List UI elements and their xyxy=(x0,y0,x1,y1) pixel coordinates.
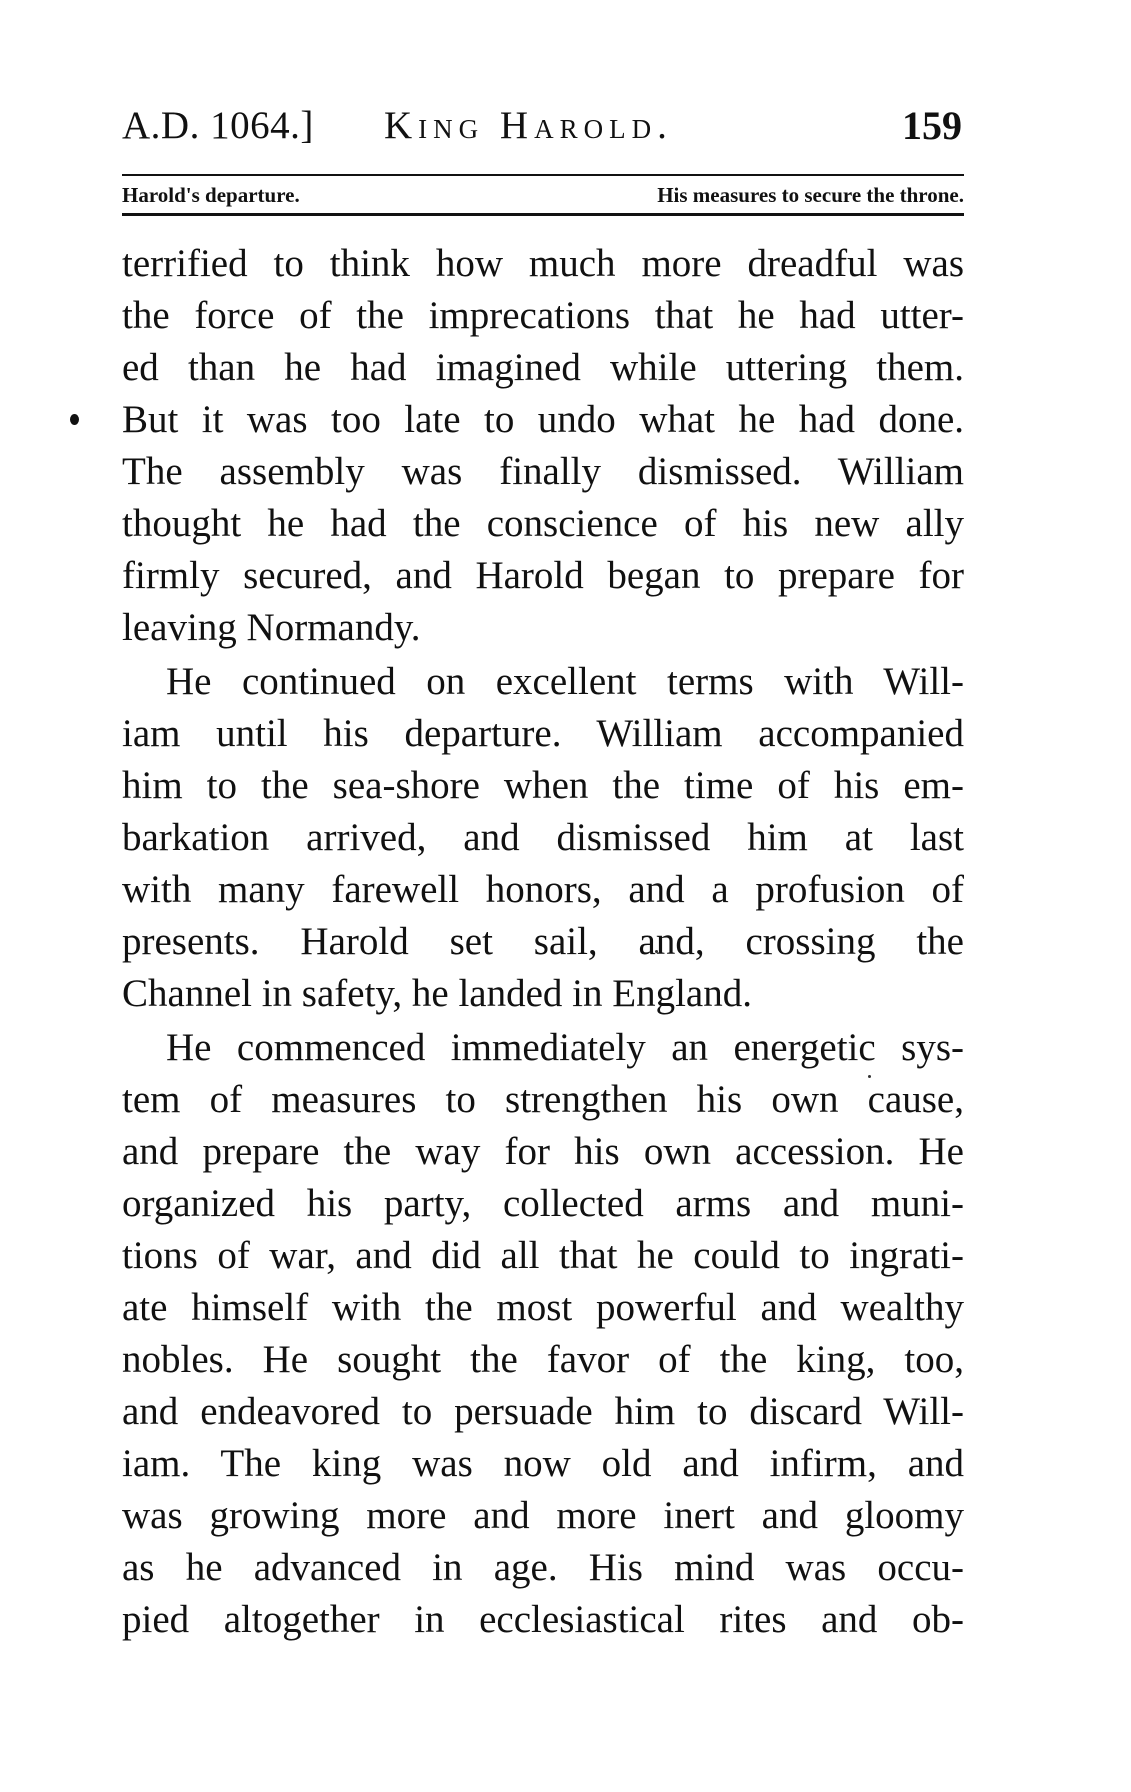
running-head-date: A.D. 1064.] xyxy=(122,104,314,147)
text-line: terrified to think how much more dreadful was xyxy=(122,242,964,285)
subheading-right: His measures to secure the throne. xyxy=(657,183,964,207)
body-text xyxy=(122,238,964,1646)
text-line: iam until his departure. William accompanied xyxy=(122,712,964,755)
text-line: was growing more and more inert and gloomy xyxy=(122,1494,964,1537)
text-line: presents. Harold set sail, and, crossing the xyxy=(122,920,964,963)
text-line: Channel in safety, he landed in England. xyxy=(122,972,752,1015)
text-line: as he advanced in age. His mind was occu- xyxy=(122,1546,964,1589)
text-line: organized his party, collected arms and muni- xyxy=(122,1182,964,1225)
page-number: 159 xyxy=(902,103,962,148)
text-line: the force of the imprecations that he had utter- xyxy=(122,294,964,337)
header-rule-top xyxy=(122,174,964,176)
text-line: barkation arrived, and dismissed him at last xyxy=(122,816,964,859)
margin-bullet-mark xyxy=(70,414,79,425)
text-line: tem of measures to strengthen his own cause, xyxy=(122,1078,964,1121)
text-line: iam. The king was now old and infirm, and xyxy=(122,1442,964,1485)
text-line: But it was too late to undo what he had done. xyxy=(122,398,964,441)
subheading-left: Harold's departure. xyxy=(122,183,300,207)
text-line: nobles. He sought the favor of the king, too, xyxy=(122,1338,964,1381)
text-line: with many farewell honors, and a profusion of xyxy=(122,868,964,911)
text-line: tions of war, and did all that he could to ingrati- xyxy=(122,1234,964,1277)
text-line: him to the sea-shore when the time of his em- xyxy=(122,764,964,807)
text-line: ate himself with the most powerful and wealthy xyxy=(122,1286,964,1329)
text-line: thought he had the conscience of his new ally xyxy=(122,502,964,545)
paragraph-first-line: He continued on excellent terms with Will- xyxy=(166,660,964,703)
text-line: pied altogether in ecclesiastical rites and ob- xyxy=(122,1598,964,1641)
running-head xyxy=(122,98,962,154)
paragraph-first-line: He commenced immediately an energetic sys- xyxy=(166,1026,964,1069)
running-head-title: King Harold. xyxy=(384,104,673,147)
text-line: The assembly was finally dismissed. William xyxy=(122,450,964,493)
text-line: and endeavored to persuade him to discard Will- xyxy=(122,1390,964,1433)
text-line: ed than he had imagined while uttering them. xyxy=(122,346,964,389)
header-rule-bottom xyxy=(122,213,964,216)
subheading-row xyxy=(122,180,964,210)
text-line: firmly secured, and Harold began to prepare for xyxy=(122,554,964,597)
text-line: and prepare the way for his own accession. He xyxy=(122,1130,964,1173)
text-line: leaving Normandy. xyxy=(122,606,421,649)
